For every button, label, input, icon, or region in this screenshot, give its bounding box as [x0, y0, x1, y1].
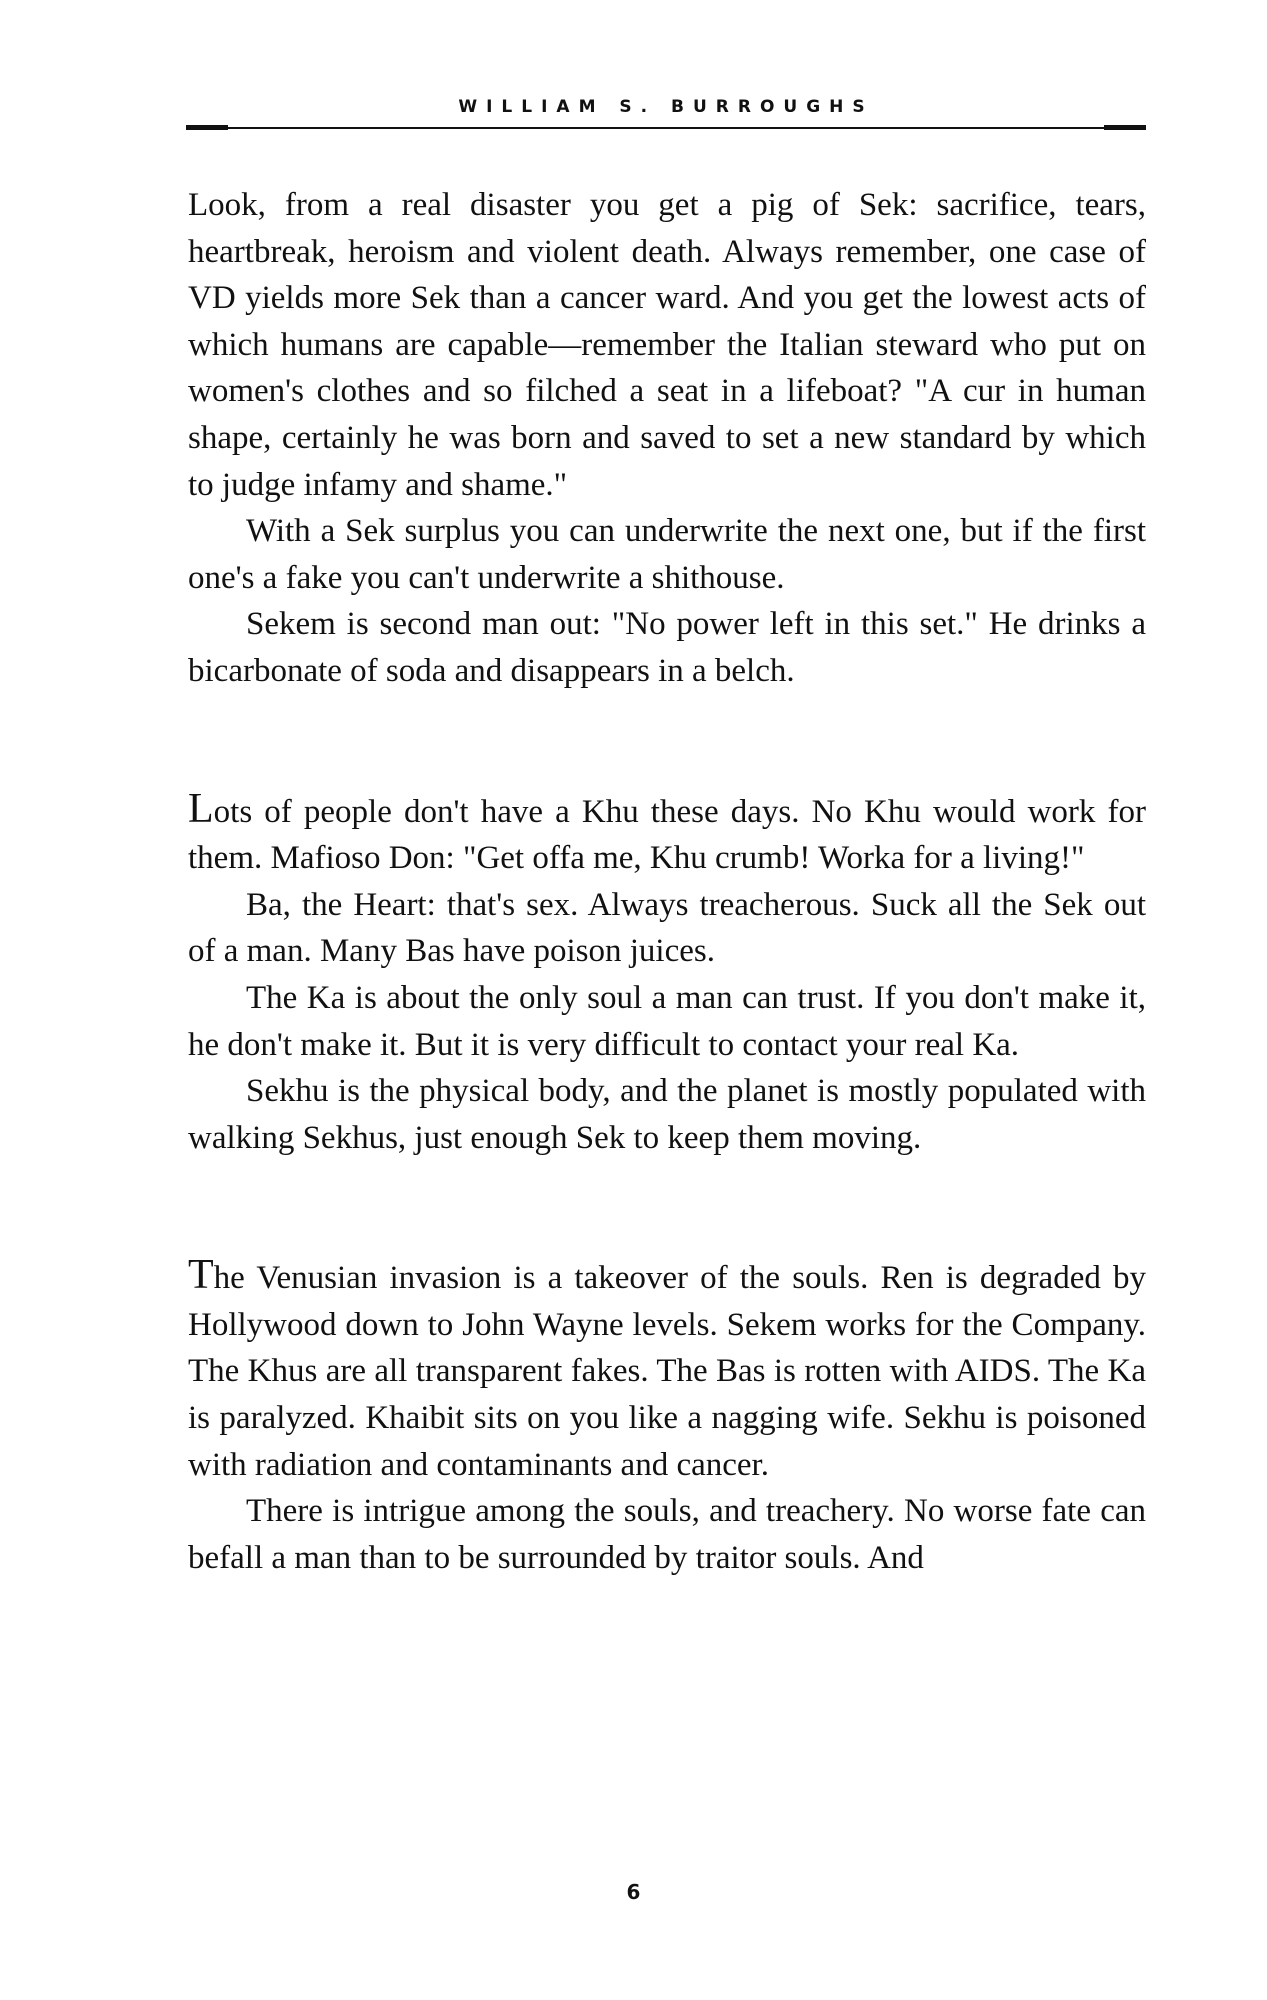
section-opening-paragraph [188, 1252, 1146, 1488]
section-break [188, 695, 1146, 789]
section-2 [188, 785, 1146, 1162]
header-rule-end-right [1104, 125, 1146, 130]
initial-letter: T [188, 1252, 214, 1299]
paragraph: Ba, the Heart: that's sex. Always treacherous. Suck all the Sek out of a man. Many Bas have poison juices. [188, 886, 1146, 970]
paragraph: Sekhu is the physical body, and the planet is mostly populated with walking Sekhus, just enough Sek to keep them moving. [188, 1073, 1146, 1156]
running-head [186, 96, 1146, 136]
header-rule [186, 127, 1146, 129]
body-text [188, 182, 1146, 1581]
header-rule-end-left [186, 125, 228, 130]
paragraph: There is intrigue among the souls, and treachery. No worse fate can befall a man than to be surrounded by traitor souls. And [188, 1493, 1146, 1576]
opening-text: he Venusian invasion is a takeover of the souls. Ren is degraded by Hollywood down to John Wayne levels. Sekem works for the Company. The Khus are all transparent fakes. The Bas is rotten with AIDS. The Ka is paralyzed. Khaibit sits on you like a nagging wife. Sekhu is poisoned with radiation and contaminants and cancer. [188, 1260, 1146, 1483]
opening-text: ots of people don't have a Khu these days. No Khu would work for them. Mafioso Don: "Get offa me, Khu crumb! Worka for a living!" [188, 793, 1146, 877]
section-3 [188, 1252, 1146, 1581]
section-1 [188, 182, 1146, 695]
initial-letter: L [188, 785, 214, 832]
paragraph: The Ka is about the only soul a man can trust. If you don't make it, he don't make it. But it is very difficult to contact your real Ka. [188, 979, 1146, 1063]
paragraph: Look, from a real disaster you get a pig of Sek: sacrifice, tears, heartbreak, heroism and violent death. Always remember, one case of VD yields more Sek than a cancer ward. And you get the lowest acts of which humans are capable—remember the Italian steward who put on women's clothes and so filched a seat in a lifeboat? "A cur in human shape, certainly he was born and saved to set a new standard by which to judge infamy and shame." [188, 187, 1146, 503]
paragraph: With a Sek surplus you can underwrite the next one, but if the first one's a fake you can't underwrite a shithouse. [188, 513, 1146, 596]
page-number: 6 [626, 1880, 641, 1904]
section-opening-paragraph [188, 785, 1146, 882]
section-break [188, 1161, 1146, 1255]
author-name: WILLIAM S. BURROUGHS [458, 97, 874, 117]
paragraph: Sekem is second man out: "No power left in this set." He drinks a bicarbonate of soda and disappears in a belch. [188, 606, 1146, 689]
